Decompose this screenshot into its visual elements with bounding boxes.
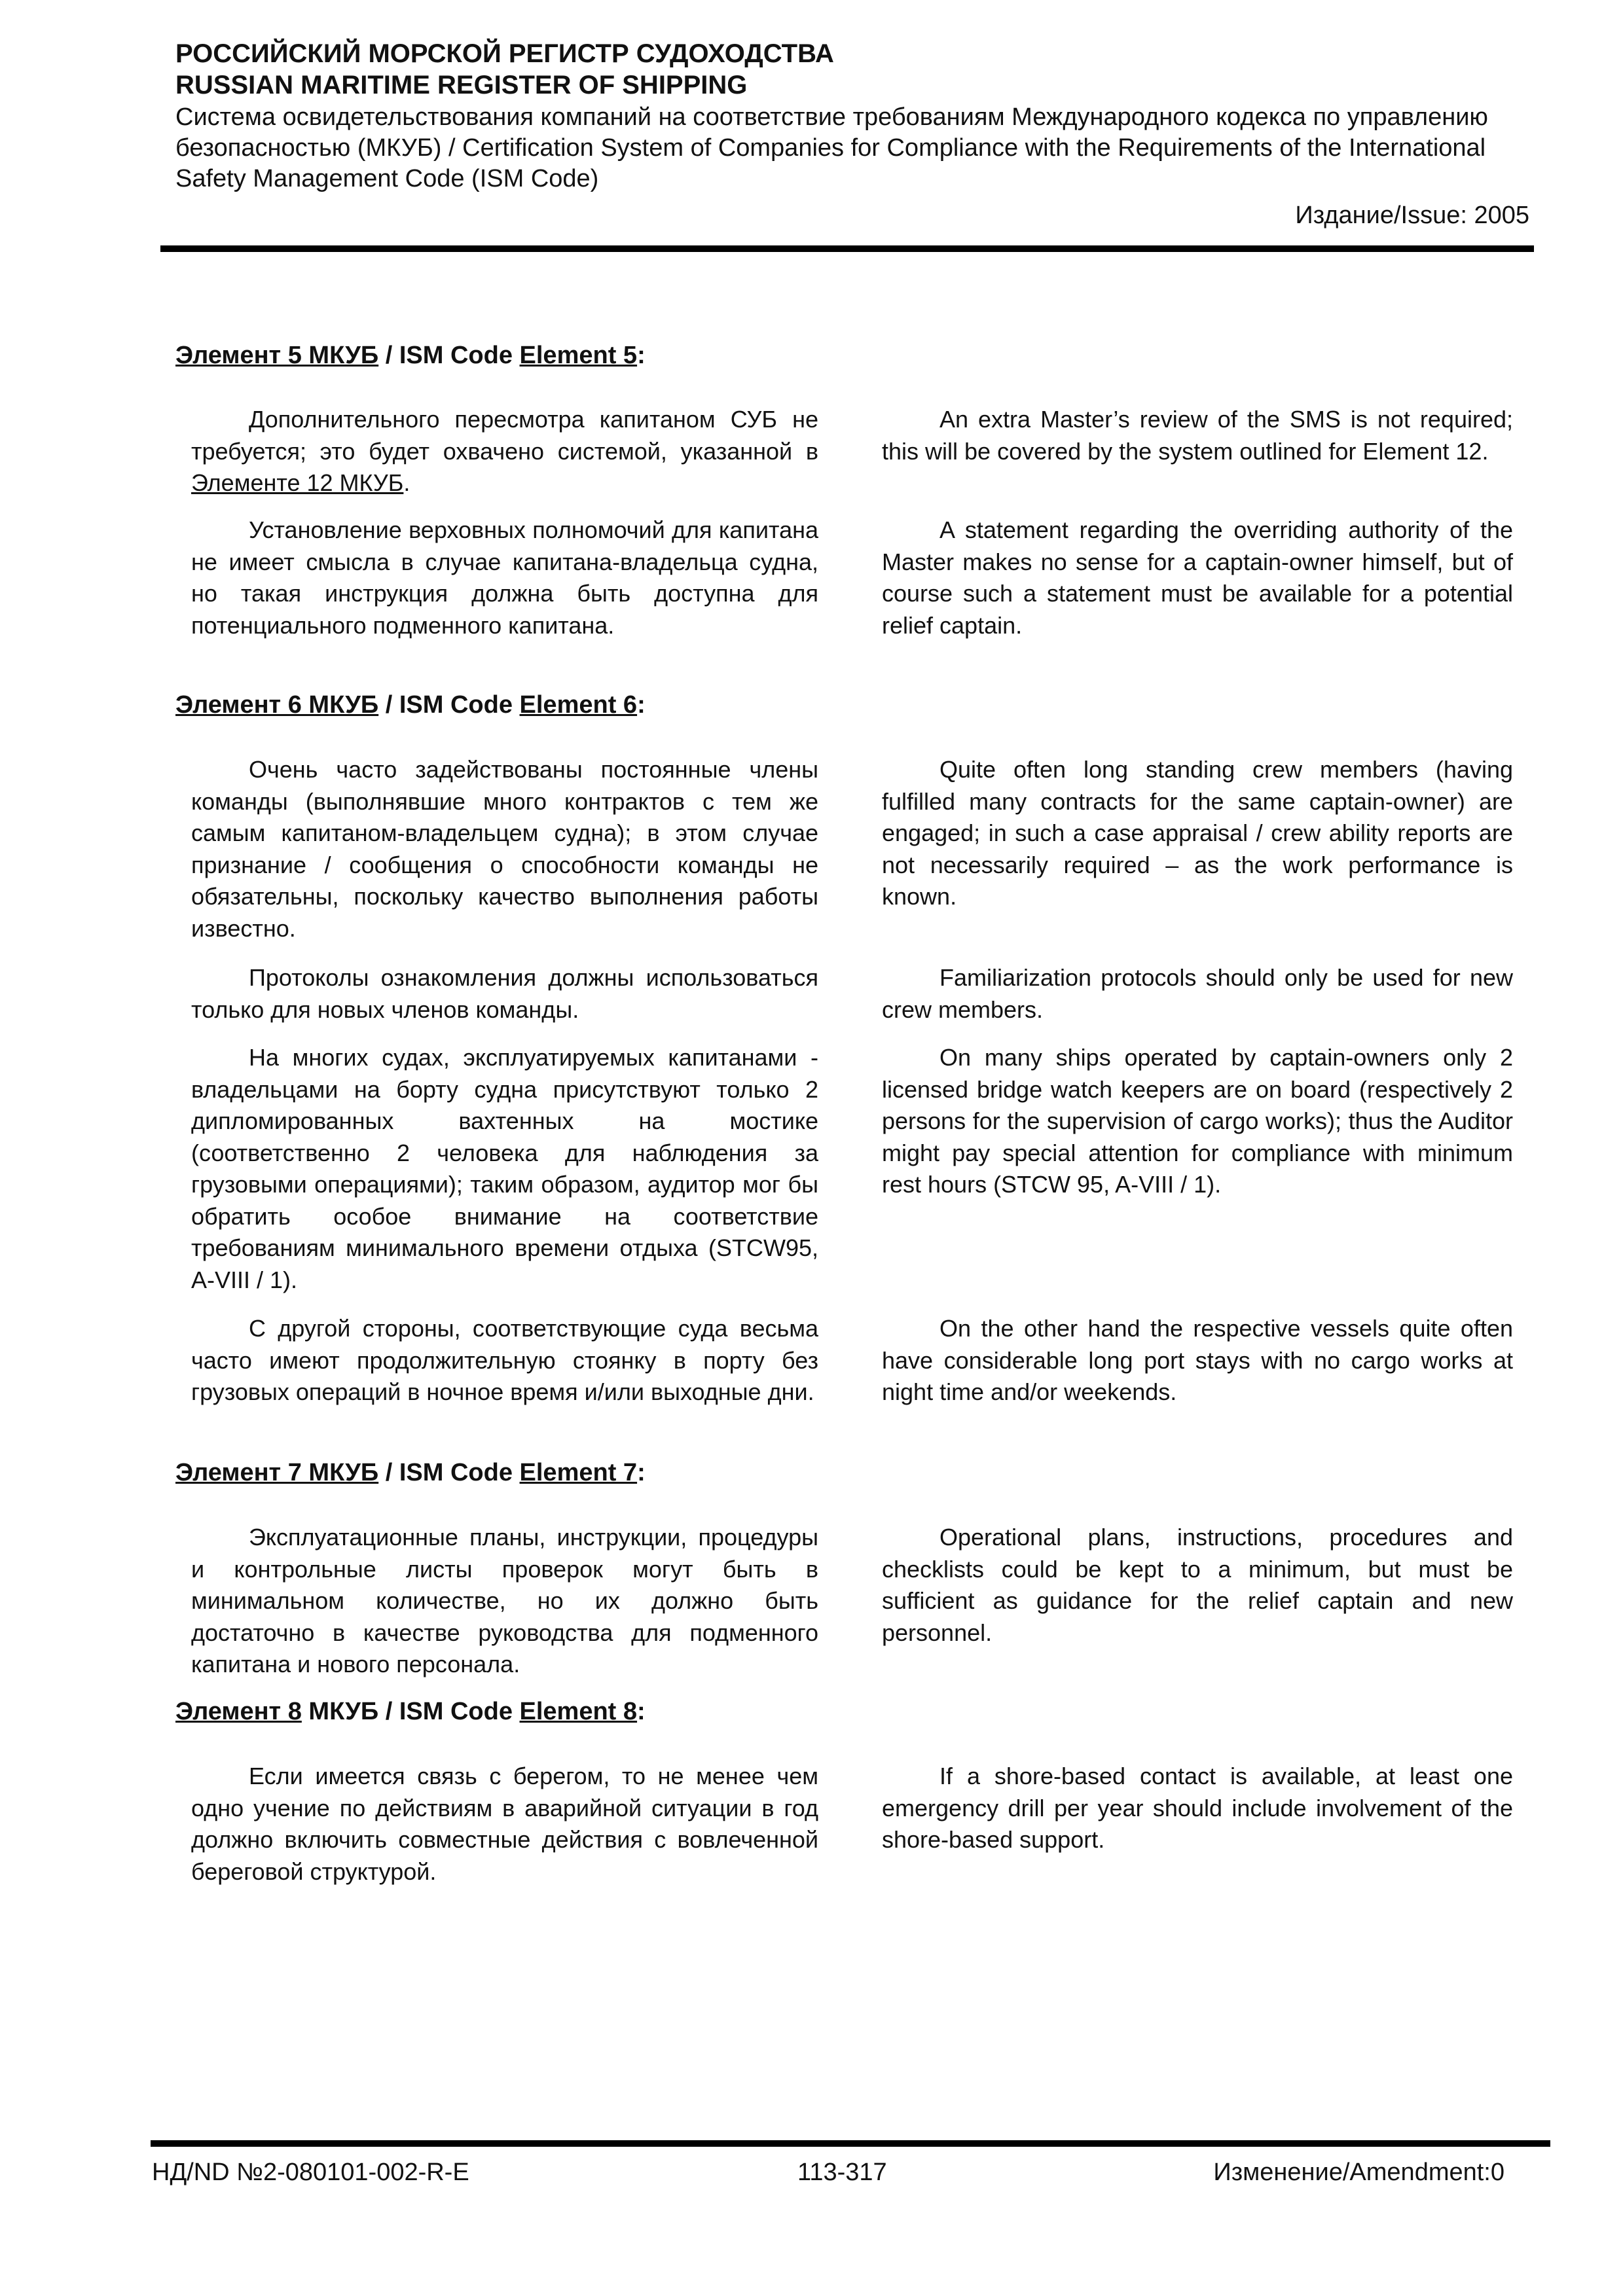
document-number: НД/ND №2-080101-002-R-E — [152, 2159, 469, 2186]
section-heading-element-5 — [175, 340, 646, 370]
paragraph-ru: Установление верховных полномочий для капитана не имеет смысла в случае капитана-владельца судна, но такая инструкция должна быть доступна для потенциального подменного капитана. — [191, 516, 818, 639]
amendment-label: Изменение/Amendment:0 — [1213, 2159, 1504, 2186]
paragraph-en: On the other hand the respective vessels quite often have considerable long port stays with no cargo works at night time and/or weekends. — [882, 1315, 1513, 1405]
paragraph-en: An extra Master’s review of the SMS is not required; this will be covered by the system outlined for Element 12. — [882, 406, 1513, 465]
page-header — [175, 38, 1529, 231]
section-heading-element-8 — [175, 1696, 646, 1727]
paragraph-en: On many ships operated by captain-owners only 2 licensed bridge watch keepers are on board (respectively 2 persons for the supervision of cargo works); thus the Auditor might pay special attention for compliance with minimum rest hours (STCW 95, A-VIII / 1). — [882, 1044, 1513, 1198]
header-description: Система освидетельствования компаний на соответствие требованиям Международного кодекса по управлению безопасностью (МКУБ) / Certification System of Companies for Compliance with the Requirements of the International Safety Management Code (ISM Code) — [175, 103, 1488, 192]
heading-colon: : — [637, 1459, 646, 1486]
heading-colon: : — [637, 1698, 646, 1725]
footer-divider — [151, 2140, 1550, 2147]
header-divider — [160, 245, 1534, 252]
heading-en-link[interactable]: Element 5 — [519, 342, 638, 369]
heading-mid: / ISM Code — [378, 342, 520, 369]
element-12-link[interactable]: Элементе 12 МКУБ — [191, 469, 404, 496]
paragraph-en: Quite often long standing crew members (having fulfilled many contracts for the same captain-owner) are engaged; in such a case appraisal / crew ability reports are not necessarily required – as the work performance is known. — [882, 756, 1513, 910]
paragraph-en: If a shore-based contact is available, at least one emergency drill per year should include involvement of the shore-based support. — [882, 1763, 1513, 1853]
heading-en-link[interactable]: Element 8 — [519, 1698, 638, 1725]
paragraph-ru: Эксплуатационные планы, инструкции, процедуры и контрольные листы проверок могут быть в минимальном количестве, но их должно быть достаточно в качестве руководства для подменного капитана и нового персонала. — [191, 1524, 818, 1677]
heading-mid: / ISM Code — [378, 691, 520, 719]
section-heading-element-6 — [175, 690, 646, 720]
heading-en-link[interactable]: Element 6 — [519, 691, 638, 719]
heading-en-link[interactable]: Element 7 — [519, 1459, 638, 1486]
paragraph-text: . — [403, 469, 410, 496]
paragraph-ru: Очень часто задействованы постоянные члены команды (выполнявшие много контрактов с тем же самым капитаном-владельцем судна); в этом случае признание / сообщения о способности команды не обязательны, поскольку качество выполнения работы известно. — [191, 756, 818, 942]
heading-ru-link[interactable]: Элемент 6 МКУБ — [175, 691, 379, 719]
heading-ru-link[interactable]: Элемент 5 МКУБ — [175, 342, 379, 369]
heading-mid: МКУБ / ISM Code — [301, 1698, 520, 1725]
paragraph-ru: На многих судах, эксплуатируемых капитанами - владельцами на борту судна присутствуют только 2 дипломированных вахтенных на мостике (соответственно 2 человека для наблюдения за грузовыми операциями); таким образом, аудитор мог бы обратить особое внимание на соответствие требованиям минимального времени отдыха (STCW95, A-VIII / 1). — [191, 1044, 818, 1293]
paragraph-text: Дополнительного пересмотра капитаном СУБ не требуется; это будет охвачено системой, указанной в — [191, 406, 818, 465]
heading-colon: : — [637, 342, 646, 369]
heading-ru-link[interactable]: Элемент 8 — [175, 1698, 302, 1725]
paragraph-en: Operational plans, instructions, procedures and checklists could be kept to a minimum, but must be sufficient as guidance for the relief captain and new personnel. — [882, 1524, 1513, 1646]
heading-colon: : — [637, 691, 646, 719]
paragraph-ru: С другой стороны, соответствующие суда весьма часто имеют продолжительную стоянку в порту без грузовых операций в ночное время и/или выходные дни. — [191, 1315, 818, 1405]
paragraph-en: A statement regarding the overriding authority of the Master makes no sense for a captain-owner himself, but of course such a statement must be available for a potential relief captain. — [882, 516, 1513, 639]
section-heading-element-7 — [175, 1458, 646, 1488]
paragraph-ru — [191, 404, 818, 499]
title-english: RUSSIAN MARITIME REGISTER OF SHIPPING — [175, 71, 748, 99]
paragraph-en: Familiarization protocols should only be used for new crew members. — [882, 964, 1513, 1023]
heading-ru-link[interactable]: Элемент 7 МКУБ — [175, 1459, 379, 1486]
paragraph-ru: Если имеется связь с берегом, то не менее чем одно учение по действиям в аварийной ситуации в год должно включить совместные действия с вовлеченной береговой структурой. — [191, 1763, 818, 1885]
paragraph-ru: Протоколы ознакомления должны использоваться только для новых членов команды. — [191, 964, 818, 1023]
title-russian: РОССИЙСКИЙ МОРСКОЙ РЕГИСТР СУДОХОДСТВА — [175, 39, 834, 68]
page-number: 113-317 — [797, 2159, 887, 2186]
heading-mid: / ISM Code — [378, 1459, 520, 1486]
issue-label: Издание/Issue: 2005 — [1295, 202, 1529, 229]
